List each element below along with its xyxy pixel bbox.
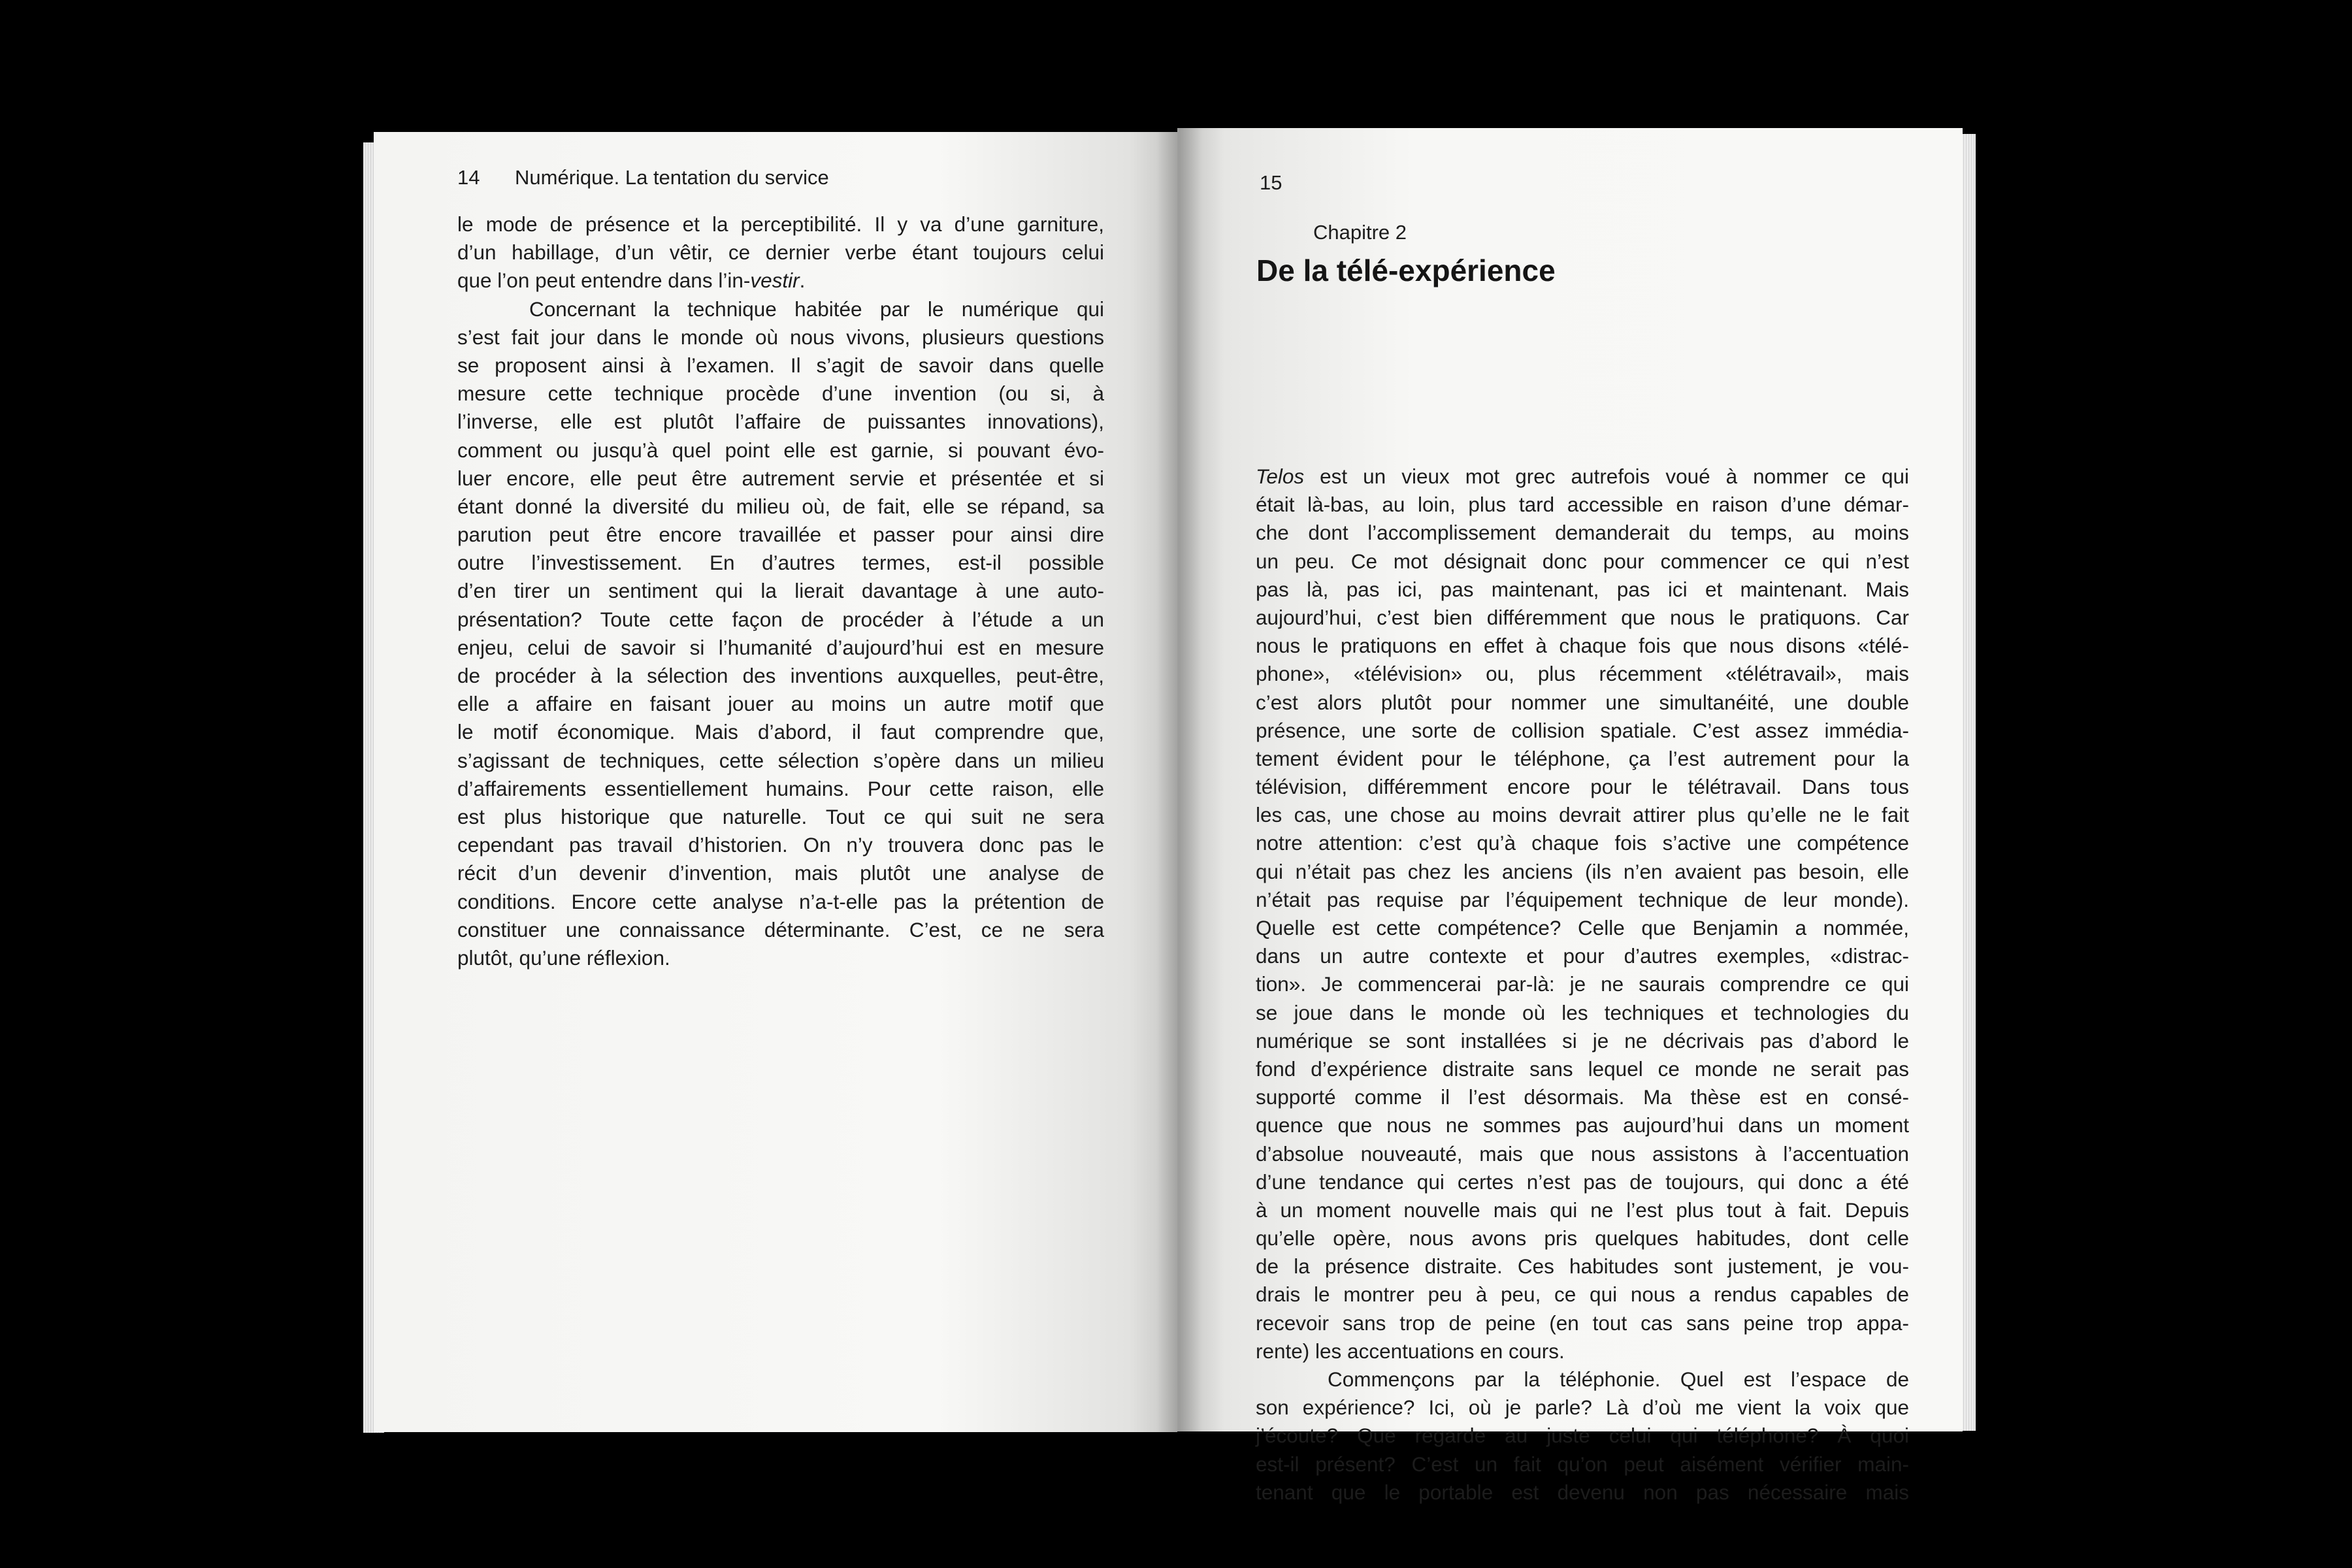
line-text: tement évident pour le téléphone, ça l’est autrement pour la — [1256, 746, 1909, 770]
text-line — [1256, 829, 1909, 857]
text-line — [1256, 1337, 1909, 1365]
text-line — [457, 465, 1104, 493]
line-text: n’était pas requise par l’équipement technique de leur monde). — [1256, 887, 1909, 911]
text-line — [1256, 1027, 1909, 1055]
line-text: d’absolue nouveauté, mais que nous assistons à l’accentuation — [1256, 1141, 1909, 1166]
text-line — [1256, 576, 1909, 604]
line-text: qui n’était pas chez les anciens (ils n’en avaient pas besoin, elle — [1256, 859, 1909, 883]
line-text: constituer une connaissance déterminante. C’est, ce ne sera — [457, 917, 1104, 941]
text-line — [1256, 970, 1909, 998]
text-line — [457, 803, 1104, 831]
text-line — [457, 380, 1104, 408]
text-line — [1256, 1309, 1909, 1337]
line-text: outre l’investissement. En d’autres termes, est-il possible — [457, 551, 1104, 575]
text-line — [1256, 660, 1909, 688]
text-line — [457, 888, 1104, 916]
text-line — [457, 577, 1104, 605]
text-line — [457, 606, 1104, 634]
gutter-shadow — [1156, 128, 1202, 1432]
text-line — [457, 747, 1104, 775]
text-line — [1256, 1083, 1909, 1111]
line-text: drais le montrer peu à peu, ce qui nous a rendus capables de — [1256, 1282, 1909, 1307]
text-line — [457, 408, 1104, 436]
text-line — [1256, 1450, 1909, 1478]
text-line — [1256, 1394, 1909, 1422]
text-line — [1256, 717, 1909, 745]
italic-word: Telos — [1256, 465, 1305, 488]
text-line — [1256, 604, 1909, 632]
text-line — [457, 351, 1104, 380]
line-text: parution peut être encore travaillée et passer pour ainsi dire — [457, 523, 1104, 547]
chapter-label: Chapitre 2 — [1313, 221, 1407, 244]
line-text: de procéder à la sélection des inventions auxquelles, peut-être, — [457, 664, 1104, 687]
text-line — [1256, 547, 1909, 576]
line-text: étant donné la diversité du milieu où, de fait, elle se répand, sa — [457, 494, 1104, 518]
line-text: recevoir sans trop de peine (en tout cas sans peine trop appa- — [1256, 1311, 1909, 1335]
line-text: nous le pratiquons en effet à chaque fois que nous disons «télé- — [1256, 634, 1909, 658]
line-text: phone», «télévision» ou, plus récemment «télétravail», mais — [1256, 662, 1909, 686]
line-text: se joue dans le monde où les techniques et technologies du — [1256, 1000, 1909, 1024]
text-line — [457, 662, 1104, 690]
text-line — [457, 267, 1104, 295]
line-text: cependant pas travail d’historien. On n’y trouvera donc pas le — [457, 833, 1104, 857]
line-text: pas là, pas ici, pas maintenant, pas ici et maintenant. Mais — [1256, 577, 1909, 601]
line-text: télévision, différemment encore pour le télétravail. Dans tous — [1256, 775, 1909, 799]
text-line — [457, 859, 1104, 887]
text-line — [1256, 1281, 1909, 1309]
line-text: s’agissant de techniques, cette sélection s’opère dans un milieu — [457, 748, 1104, 772]
line-text: présentation? Toute cette façon de procéder à l’étude a un — [457, 607, 1104, 631]
text-line — [1256, 1224, 1909, 1252]
text-line — [1256, 1365, 1909, 1394]
line-text: de la présence distraite. Ces habitudes sont justement, je vou- — [1256, 1254, 1909, 1279]
text-line — [1256, 801, 1909, 829]
line-text: d’un habillage, d’un vêtir, ce dernier verbe étant toujours celui — [457, 240, 1104, 265]
line-text: mesure cette technique procède d’une invention (ou si, à — [457, 382, 1104, 406]
right-page — [1177, 128, 1963, 1504]
text-line — [1256, 886, 1909, 914]
left-running-head: Numérique. La tentation du service — [515, 166, 829, 189]
text-line — [1256, 914, 1909, 942]
line-text: fond d’expérience distraite sans lequel ce monde ne serait pas — [1256, 1056, 1909, 1081]
text-line — [1256, 1196, 1909, 1224]
line-text: le mode de présence et la perceptibilité. Il y va d’une garniture, — [457, 212, 1104, 236]
line-text-before: que l’on peut entendre dans l’in- — [457, 269, 751, 293]
line-text: tion». Je commencerai par-là: je ne saurais comprendre ce qui — [1256, 972, 1909, 996]
line-text: plutôt, qu’une réflexion. — [457, 945, 670, 970]
left-body-text — [457, 210, 1104, 972]
text-line — [1256, 858, 1909, 886]
line-text: était là-bas, au loin, plus tard accessible en raison d’une démar- — [1256, 493, 1909, 517]
line-text: supporté comme il l’est désormais. Ma thèse est en consé- — [1256, 1085, 1909, 1109]
text-line — [1256, 491, 1909, 519]
text-line — [1256, 689, 1909, 717]
line-text: tenant que le portable est devenu non pas nécessaire mais — [1256, 1480, 1909, 1504]
line-text: les cas, une chose au moins devrait attirer plus qu’elle ne le fait — [1256, 803, 1909, 827]
text-line — [1256, 463, 1909, 491]
line-text: Commençons par la téléphonie. Quel est l’espace de — [1328, 1367, 1909, 1391]
text-line — [457, 210, 1104, 238]
text-line — [457, 775, 1104, 803]
text-line — [457, 634, 1104, 662]
line-text: le motif économique. Mais d’abord, il faut comprendre que, — [457, 720, 1104, 744]
line-text: à un moment nouvelle mais qui ne l’est plus tout à fait. Depuis — [1256, 1198, 1909, 1222]
text-line — [1256, 999, 1909, 1027]
left-page-number: 14 — [457, 166, 480, 189]
text-line — [1256, 1168, 1909, 1196]
italic-word: vestir — [750, 269, 800, 293]
line-text: d’une tendance qui certes n’est pas de toujours, qui donc a été — [1256, 1169, 1909, 1194]
line-text: qu’elle opère, nous avons pris quelques habitudes, dont celle — [1256, 1226, 1909, 1250]
line-text: Quelle est cette compétence? Celle que Benjamin a nommée, — [1256, 916, 1909, 939]
line-text: d’affairements essentiellement humains. Pour cette raison, elle — [457, 776, 1104, 800]
text-line — [1256, 1422, 1909, 1450]
line-text: d’en tirer un sentiment qui la lierait davantage à une auto- — [457, 579, 1104, 603]
line-text: l’inverse, elle est plutôt l’affaire de puissantes innovations), — [457, 410, 1104, 434]
right-page-number: 15 — [1260, 171, 1282, 194]
line-text: c’est alors plutôt pour nommer une simultanéité, une double — [1256, 690, 1909, 714]
line-text: présence, une sorte de collision spatiale. C’est assez immédia- — [1256, 718, 1909, 742]
line-text: quence que nous ne sommes pas aujourd’hui dans un moment — [1256, 1113, 1909, 1137]
text-line — [457, 295, 1104, 323]
line-text: un peu. Ce mot désignait donc pour commencer ce qui n’est — [1256, 549, 1909, 573]
line-text: comment ou jusqu’à quel point elle est garnie, si pouvant évo- — [457, 438, 1104, 462]
line-text: Concernant la technique habitée par le numérique qui — [529, 297, 1104, 321]
text-line — [1256, 1111, 1909, 1139]
text-line — [457, 436, 1104, 465]
text-line — [457, 944, 1104, 972]
line-text: numérique se sont installées si je ne décrivais pas d’abord le — [1256, 1028, 1909, 1053]
right-body-text — [1256, 463, 1909, 1507]
line-text: dans un autre contexte et pour d’autres exemples, «distrac- — [1256, 944, 1909, 968]
text-line — [457, 831, 1104, 859]
line-text: notre attention: c’est qu’à chaque fois s’active une compétence — [1256, 831, 1909, 855]
text-line — [457, 521, 1104, 549]
text-line — [1256, 745, 1909, 773]
line-text: se proposent ainsi à l’examen. Il s’agit de savoir dans quelle — [457, 353, 1104, 377]
line-text: récit d’un devenir d’invention, mais plutôt une analyse de — [457, 861, 1104, 885]
left-page — [374, 132, 1177, 1432]
text-line — [1256, 1478, 1909, 1507]
line-text: enjeu, celui de savoir si l’humanité d’aujourd’hui est en mesure — [457, 635, 1104, 659]
line-text: luer encore, elle peut être autrement servie et présentée et si — [457, 466, 1104, 490]
text-line — [1256, 1055, 1909, 1083]
text-line — [457, 690, 1104, 718]
line-text: che dont l’accomplissement demanderait du temps, au moins — [1256, 521, 1909, 545]
text-line — [457, 916, 1104, 944]
line-text: est plus historique que naturelle. Tout ce qui suit ne sera — [457, 804, 1104, 828]
line-text: s’est fait jour dans le monde où nous vivons, plusieurs questions — [457, 325, 1104, 349]
chapter-title: De la télé-expérience — [1256, 253, 1556, 287]
text-line — [457, 323, 1104, 351]
line-text: j’écoute? Que regarde au juste celui qui téléphone? À quoi — [1256, 1424, 1909, 1448]
line-text-after: . — [799, 269, 806, 293]
text-line — [1256, 632, 1909, 660]
line-text: aujourd’hui, c’est bien différemment que nous le pratiquons. Car — [1256, 605, 1909, 629]
line-text: est-il présent? C’est un fait qu’on peut aisément vérifier main- — [1256, 1452, 1909, 1476]
line-text-after: est un vieux mot grec autrefois voué à nommer ce qui — [1304, 465, 1909, 488]
text-line — [457, 493, 1104, 521]
text-line — [457, 718, 1104, 746]
line-text: son expérience? Ici, où je parle? Là d’où me vient la voix que — [1256, 1396, 1909, 1420]
text-line — [1256, 1252, 1909, 1281]
text-line — [457, 238, 1104, 267]
line-text: elle a affaire en faisant jouer au moins un autre motif que — [457, 692, 1104, 716]
text-line — [457, 549, 1104, 577]
line-text: conditions. Encore cette analyse n’a-t-elle pas la prétention de — [457, 889, 1104, 913]
text-line — [1256, 942, 1909, 970]
text-line — [1256, 773, 1909, 801]
text-line — [1256, 1140, 1909, 1168]
text-line — [1256, 519, 1909, 547]
line-text: rente) les accentuations en cours. — [1256, 1339, 1565, 1363]
